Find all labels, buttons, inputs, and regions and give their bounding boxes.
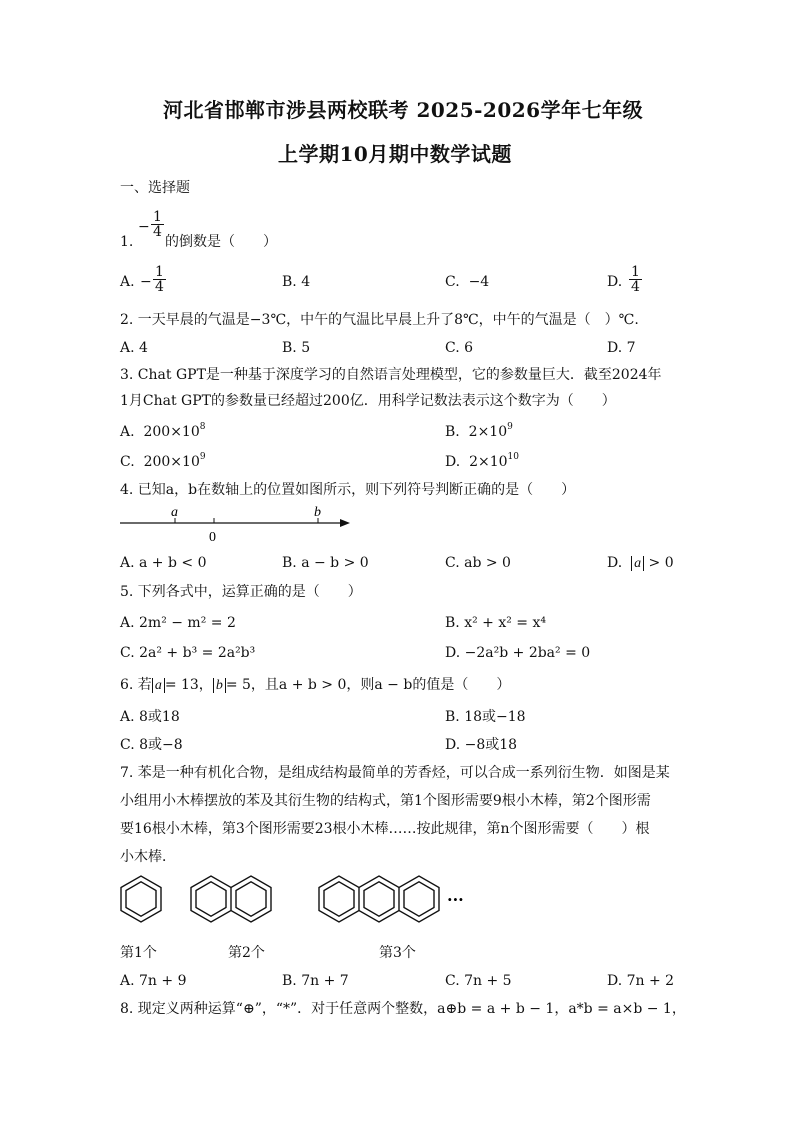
q5-option-b: B. x² + x² = x⁴ bbox=[445, 615, 546, 631]
question-7-line3: 要16根小木棒，第3个图形需要23根小木棒……按此规律，第n个图形需要（ ）根 bbox=[120, 821, 650, 837]
q7-option-b: B. 7n + 7 bbox=[282, 973, 349, 989]
q6-option-b: B. 18或−18 bbox=[445, 709, 526, 725]
figure-3-caption: 第3个 bbox=[379, 945, 416, 961]
question-3-line1: 3. Chat GPT是一种基于深度学习的自然语言处理模型，它的参数量巨大．截至2024年 bbox=[120, 367, 662, 383]
q3-option-d: D. $2\times 10^{10}$ bbox=[445, 452, 519, 470]
question-6: 6. 若 a = 13， b = 5，且a + b > 0，则a − b的值是（ ） bbox=[120, 677, 511, 693]
question-7-line2: 小组用小木棒摆放的苯及其衍生物的结构式，第1个图形需要9根小木棒，第2个图形需 bbox=[120, 793, 651, 809]
q4-option-d: D. a > 0 bbox=[607, 555, 674, 571]
q4-option-b: B. a − b > 0 bbox=[282, 555, 369, 571]
q1-option-c: C. −4 bbox=[445, 274, 490, 290]
q1-number: 1. bbox=[120, 234, 134, 250]
q6-option-d: D. −8或18 bbox=[445, 737, 518, 753]
number-line-zero: 0 bbox=[209, 530, 216, 545]
question-3-line2: 1月Chat GPT的参数量已经超过200亿．用科学记数法表示这个数字为（ ） bbox=[120, 393, 616, 409]
q3-option-c: C. $200\times 10^9$ bbox=[120, 452, 206, 470]
figure-2-caption: 第2个 bbox=[228, 945, 265, 961]
q6-option-c: C. 8或−8 bbox=[120, 737, 183, 753]
page-title-line1: 河北省邯郸市涉县两校联考 2025-2026学年七年级 bbox=[163, 98, 644, 122]
question-5: 5. 下列各式中，运算正确的是（ ） bbox=[120, 584, 362, 600]
q2-option-c: C. 6 bbox=[445, 340, 474, 356]
q4-option-a: A. a + b < 0 bbox=[120, 555, 207, 571]
q1-stem: 的倒数是（ ） bbox=[165, 234, 277, 250]
question-7-line1: 7. 苯是一种有机化合物，是组成结构最简单的芳香烃，可以合成一系列衍生物．如图是某 bbox=[120, 765, 670, 781]
question-8-line1: 8. 现定义两种运算“⊕”，“*”．对于任意两个整数，a⊕b = a + b − 1，a*b = a×b − 1， bbox=[120, 1001, 686, 1017]
question-4: 4. 已知a，b在数轴上的位置如图所示，则下列符号判断正确的是（ ） bbox=[120, 482, 576, 498]
section-heading: 一、选择题 bbox=[120, 180, 190, 196]
q5-option-d: D. −2a²b + 2ba² = 0 bbox=[445, 645, 591, 661]
q4-option-c: C. ab > 0 bbox=[445, 555, 511, 571]
q7-option-d: D. 7n + 2 bbox=[607, 973, 675, 989]
page-title-line2: 上学期10月期中数学试题 bbox=[278, 142, 512, 166]
benzene-figures bbox=[115, 870, 505, 940]
q5-option-c: C. 2a² + b³ = 2a²b³ bbox=[120, 645, 256, 661]
number-line-a: a bbox=[171, 505, 178, 520]
q3-option-a: A. $200\times 10^8$ bbox=[120, 422, 206, 440]
q7-option-c: C. 7n + 5 bbox=[445, 973, 512, 989]
q5-option-a: A. 2m² − m² = 2 bbox=[120, 615, 236, 631]
q2-option-d: D. 7 bbox=[607, 340, 636, 356]
figure-1-caption: 第1个 bbox=[120, 945, 157, 961]
q2-option-a: A. 4 bbox=[120, 340, 148, 356]
figure-ellipsis: ··· bbox=[447, 890, 464, 909]
number-line bbox=[118, 500, 358, 545]
q3-option-b: B. $2\times 10^9$ bbox=[445, 422, 513, 440]
q1-option-b: B. 4 bbox=[282, 274, 311, 290]
question-2: 2. 一天早晨的气温是−3℃，中午的气温比早晨上升了8℃，中午的气温是（ ）℃. bbox=[120, 312, 639, 328]
q7-option-a: A. 7n + 9 bbox=[120, 973, 187, 989]
q6-option-a: A. 8或18 bbox=[120, 709, 180, 725]
number-line-b: b bbox=[314, 505, 321, 520]
question-7-line4: 小木棒． bbox=[120, 849, 176, 865]
q2-option-b: B. 5 bbox=[282, 340, 311, 356]
